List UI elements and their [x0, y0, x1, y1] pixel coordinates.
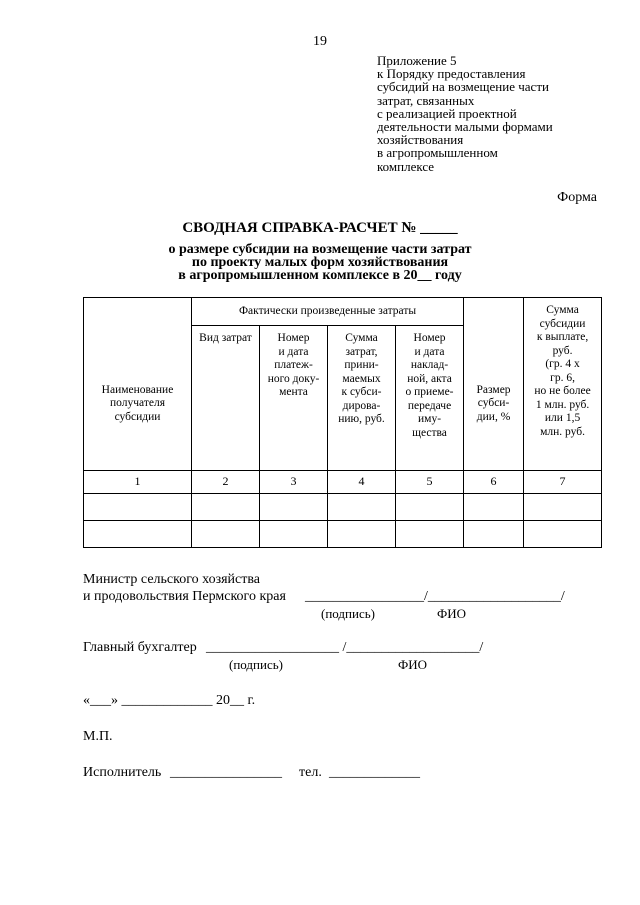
header-text: прини-: [344, 359, 379, 371]
header-text: субси-: [477, 397, 510, 410]
accountant-signature-field: ___________________ /___________________/: [206, 640, 484, 655]
appendix-line: субсидий на возмещение части: [377, 79, 549, 95]
fio-hint: ФИО: [437, 606, 467, 621]
header-text: платеж-: [274, 359, 313, 371]
executor-field: ________________: [170, 765, 282, 780]
header-actual-costs: Фактически произведенные затраты: [192, 298, 464, 326]
table-cell: [524, 494, 602, 521]
signature-hint: (подпись): [229, 657, 283, 672]
page-number: 19: [313, 34, 327, 49]
appendix-line: деятельности малыми формами: [377, 119, 553, 135]
table-cell: [328, 494, 396, 521]
table-cell: [192, 521, 260, 548]
column-number: 5: [396, 471, 464, 494]
header-text: или 1,5: [544, 412, 581, 424]
table-row: [84, 494, 602, 521]
header-text: нию, руб.: [338, 413, 385, 425]
header-text: и дата: [414, 345, 445, 358]
column-number: 6: [464, 471, 524, 494]
header-text: маемых: [342, 372, 381, 385]
header-text: Номер: [413, 332, 446, 344]
table-cell: [260, 521, 328, 548]
phone-field: _____________: [329, 765, 420, 780]
header-text: ного доку-: [267, 372, 320, 385]
table-cell: [524, 521, 602, 548]
table-cell: [192, 494, 260, 521]
header-text: к выплате,: [536, 331, 589, 343]
table-cell: [396, 521, 464, 548]
signature-hint: (подпись): [321, 606, 375, 621]
column-number: 7: [524, 471, 602, 494]
header-payment-doc: [260, 326, 328, 471]
column-number-row: [84, 471, 602, 494]
header-text: 1 млн. руб.: [535, 398, 590, 411]
header-cost-type: Вид затрат: [192, 326, 260, 471]
header-cost-sum: [328, 326, 396, 471]
header-text: Номер: [277, 332, 310, 344]
table-cell: [84, 494, 192, 521]
header-text: субсидии: [539, 317, 586, 330]
header-text: Сумма: [546, 304, 579, 316]
appendix-line: комплексе: [377, 158, 435, 174]
subtitle-line: по проекту малых форм хозяйствования: [191, 255, 449, 270]
header-text: передаче: [407, 399, 452, 412]
column-number: 3: [260, 471, 328, 494]
header-text: дирова-: [342, 399, 381, 412]
subtitle-line: в агропромышленном комплексе в 20__ году: [178, 268, 462, 283]
header-text: о приеме-: [405, 386, 454, 398]
header-text: руб.: [552, 344, 573, 357]
header-text: к субси-: [341, 386, 382, 398]
column-number: 2: [192, 471, 260, 494]
header-text: (гр. 4 х: [545, 358, 580, 370]
table-cell: [84, 521, 192, 548]
header-text: Сумма: [345, 332, 378, 344]
phone-label: тел.: [299, 765, 322, 780]
fio-hint: ФИО: [398, 657, 428, 672]
appendix-line: Приложение 5: [377, 53, 457, 68]
header-text: наклад-: [410, 359, 449, 371]
minister-signature-field: _________________/___________________/: [305, 589, 565, 604]
header-text: гр. 6,: [550, 371, 575, 384]
header-text: мента: [279, 386, 308, 398]
appendix-line: затрат, связанных: [377, 92, 475, 108]
header-invoice-doc: [396, 326, 464, 471]
appendix-line: хозяйствования: [377, 132, 464, 148]
appendix-line: к Порядку предоставления: [377, 66, 526, 82]
header-text: и дата: [278, 345, 309, 358]
header-subsidy-rate: [464, 298, 524, 471]
calculation-table: [83, 297, 602, 548]
header-text: дии, %: [476, 410, 511, 423]
subtitle-line: о размере субсидии на возмещение части затрат: [168, 242, 472, 257]
minister-title-line1: Министр сельского хозяйства: [83, 572, 260, 587]
table-cell: [396, 494, 464, 521]
table-cell: [260, 494, 328, 521]
header-subsidy-amount: [524, 298, 602, 471]
header-text: затрат,: [345, 345, 378, 358]
executor-label: Исполнитель: [83, 765, 162, 780]
header-text: млн. руб.: [540, 425, 585, 438]
table-row: [84, 521, 602, 548]
header-text: ной, акта: [407, 372, 452, 385]
column-number: 1: [84, 471, 192, 494]
date-line: «___» _____________ 20__ г.: [83, 693, 256, 708]
minister-title-line2: и продовольствия Пермского края: [83, 589, 286, 604]
document-title: СВОДНАЯ СПРАВКА-РАСЧЕТ № _____: [182, 220, 458, 236]
table-cell: [328, 521, 396, 548]
appendix-line: с реализацией проектной: [377, 105, 517, 121]
table-cell: [464, 494, 524, 521]
appendix-block: [377, 54, 553, 173]
header-text: Размер: [476, 383, 511, 396]
header-recipient: Наименование получателя субсидии: [84, 298, 192, 471]
header-text: щества: [412, 426, 447, 439]
appendix-line: в агропромышленном: [377, 145, 498, 161]
stamp-place: М.П.: [83, 729, 113, 744]
form-label: Форма: [557, 190, 597, 205]
document-subtitle: [0, 243, 640, 282]
table-cell: [464, 521, 524, 548]
accountant-title: Главный бухгалтер: [83, 640, 197, 655]
column-number: 4: [328, 471, 396, 494]
header-text: но не более: [534, 385, 591, 397]
header-text: иму-: [418, 413, 442, 425]
